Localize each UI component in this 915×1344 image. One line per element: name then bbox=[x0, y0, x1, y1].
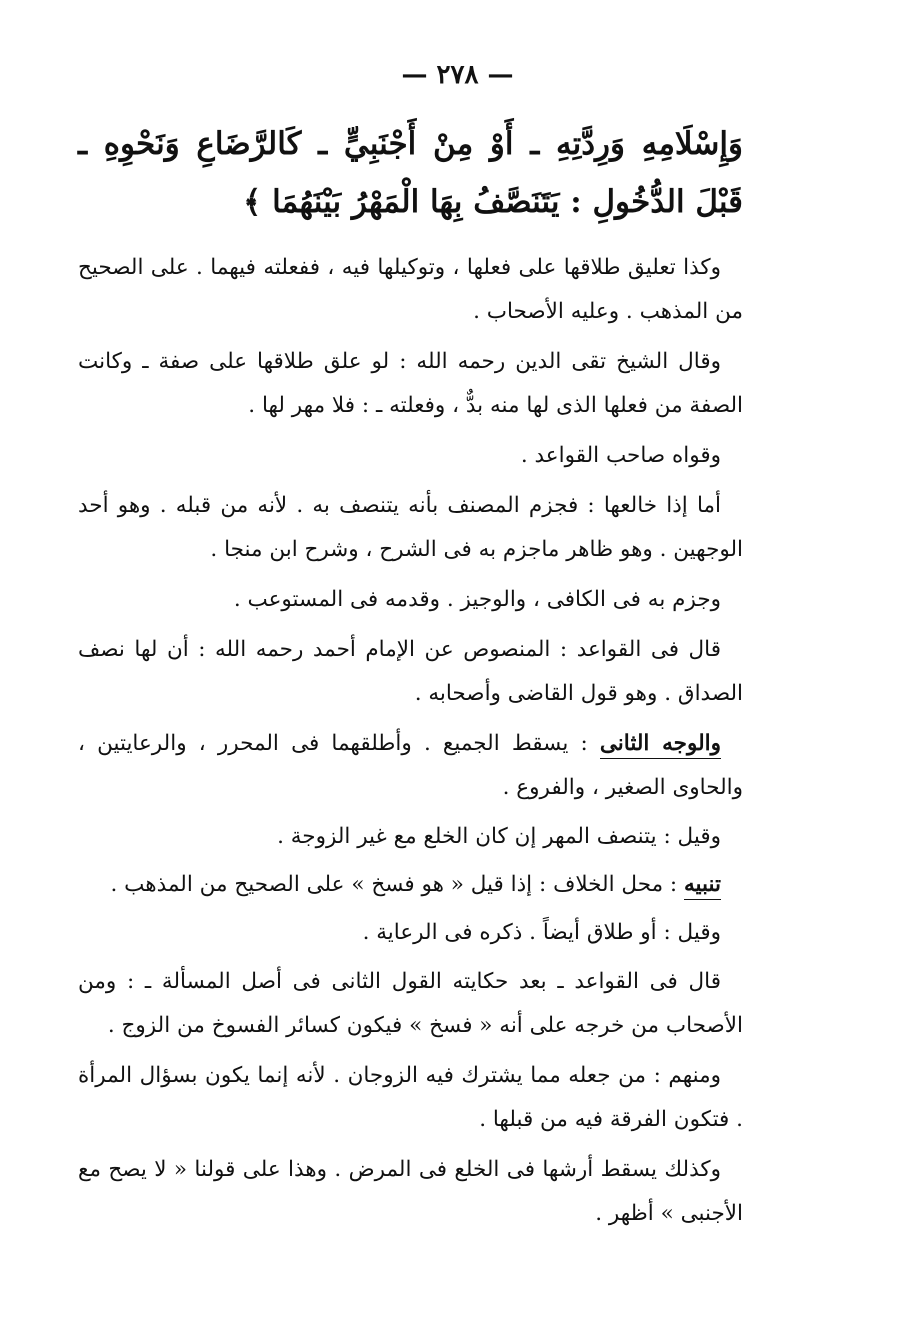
matn-text: وَإِسْلَامِهِ وَرِدَّتِهِ ـ أَوْ مِنْ أَجْنَبِيٍّ ـ كَالرَّضَاعِ وَنَحْوِهِ ـ قَبْلَ الدُّخُولِ : يَتَنَصَّفُ بِهَا الْمَهْرُ بَيْنَهُمَا ﴾ bbox=[78, 126, 743, 220]
paragraph: وقواه صاحب القواعد . bbox=[520, 443, 721, 468]
paragraph-heading: والوجه الثانى bbox=[600, 731, 721, 759]
paragraph: قال فى القواعد ـ بعد حكايته القول الثانى فى أصل المسألة ـ : ومن الأصحاب من خرجه على أنه « فسخ » فيكون كسائر الفسوخ من الزوج . bbox=[78, 969, 743, 1038]
paragraph: أما إذا خالعها : فجزم المصنف بأنه يتنصف به . لأنه من قبله . وهو أحد الوجهين . وهو ظاهر ماجزم به فى الشرح ، وشرح ابن منجا . bbox=[78, 493, 743, 562]
page-number: — ٢٧٨ — bbox=[401, 60, 514, 90]
paragraph: وقال الشيخ تقى الدين رحمه الله : لو علق طلاقها على صفة ـ وكانت الصفة من فعلها الذى لها منه بدٌّ ، وفعلته ـ : فلا مهر لها . bbox=[78, 349, 743, 418]
paragraph: ومنهم : من جعله مما يشترك فيه الزوجان . لأنه إنما يكون بسؤال المرأة . فتكون الفرقة فيه من قبلها . bbox=[78, 1063, 743, 1132]
paragraph bbox=[78, 722, 743, 810]
paragraph bbox=[78, 864, 743, 906]
paragraph: وقيل : يتنصف المهر إن كان الخلع مع غير الزوجة . bbox=[277, 824, 721, 849]
paragraph-heading: تنبيه bbox=[684, 872, 721, 900]
paragraph: وقيل : أو طلاق أيضاً . ذكره فى الرعاية . bbox=[362, 920, 721, 945]
paragraph: وجزم به فى الكافى ، والوجيز . وقدمه فى المستوعب . bbox=[233, 587, 721, 612]
paragraph-text: : محل الخلاف : إذا قيل « هو فسخ » على الصحيح من المذهب . bbox=[110, 872, 685, 897]
paragraph: قال فى القواعد : المنصوص عن الإمام أحمد رحمه الله : أن لها نصف الصداق . وهو قول القاضى وأصحابه . bbox=[78, 637, 743, 706]
paragraph: وكذلك يسقط أرشها فى الخلع فى المرض . وهذا على قولنا « لا يصح مع الأجنبى » أظهر . bbox=[78, 1157, 743, 1226]
paragraph: وكذا تعليق طلاقها على فعلها ، وتوكيلها فيه ، ففعلته فيهما . على الصحيح من المذهب . وعليه الأصحاب . bbox=[78, 255, 743, 324]
paragraph-text: : يسقط الجميع . وأطلقهما فى المحرر ، والرعايتين ، والحاوى الصغير ، والفروع . bbox=[78, 731, 743, 800]
commentary-body bbox=[78, 246, 743, 1242]
